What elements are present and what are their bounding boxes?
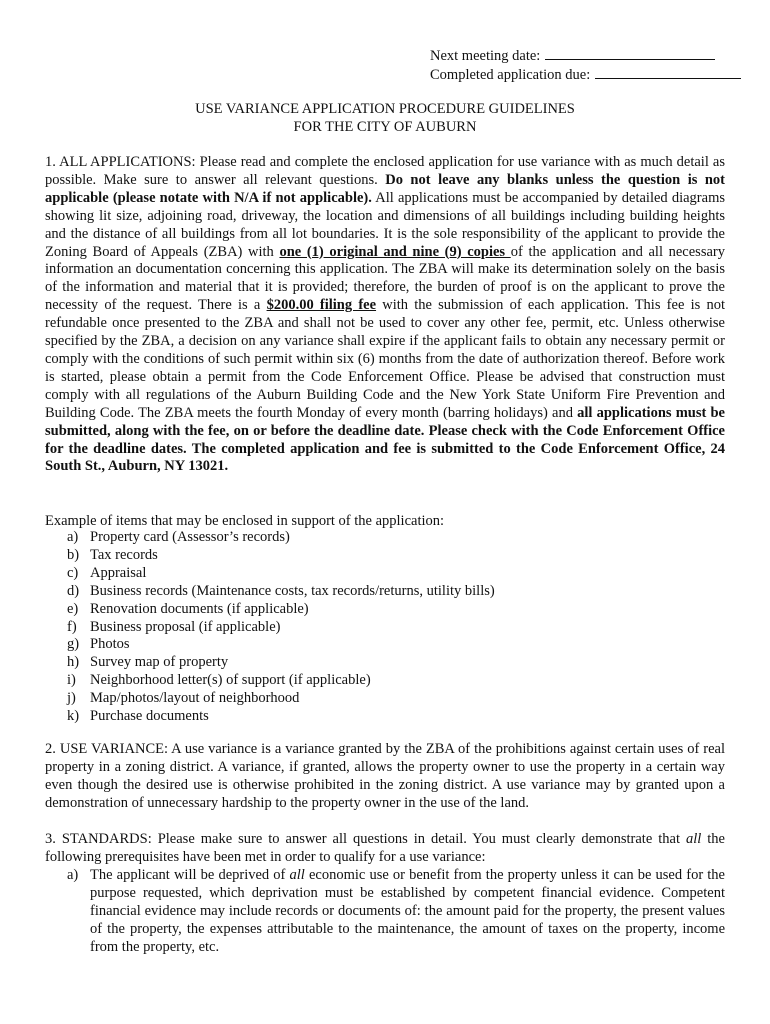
list-item xyxy=(45,583,725,601)
sub-a-emphasis: all xyxy=(289,867,305,883)
list-item xyxy=(45,672,725,690)
sub-a-text-1: The applicant will be deprived of xyxy=(90,867,290,883)
list-text: Neighborhood letter(s) of support (if applicable) xyxy=(90,672,371,689)
s1-text-4: with the submission of each application. This fee is not refundable once presented to the ZBA and shall not be used to cover any other fee, permit, etc. Unless otherwise specified by the ZBA, a decision on any variance shall expire if the applicant fails to obtain any necessary permit or comply with the conditions of such permit within six (6) months from the date of authorization thereof. Before work is started, please obtain a permit from the Code Enforcement Office. Please be advised that construction must comply with all regulations of the Auburn Building Code and the New York State Uniform Fire Prevention and Building Code. The ZBA meets the fourth Monday of every month (barring holidays) and xyxy=(45,297,726,421)
list-item xyxy=(45,636,725,654)
page-title xyxy=(0,100,770,136)
s3-emphasis: all xyxy=(685,831,702,847)
section-all-applications xyxy=(45,154,725,476)
list-letter: j) xyxy=(67,690,76,707)
list-item xyxy=(45,547,725,565)
completed-due-label: Completed application due: xyxy=(430,67,591,83)
list-letter: d) xyxy=(67,582,80,599)
title-line-2: FOR THE CITY OF AUBURN xyxy=(293,119,477,135)
list-item xyxy=(45,654,725,672)
list-text: Map/photos/layout of neighborhood xyxy=(90,690,300,707)
s1-text-2: All applications must be accompanied by detailed diagrams showing lit size, adjoining road, driveway, the location and dimensions of all buildings including building heights and the distance of all buildings from all lot boundaries. It is the sole responsibility of the applicant to provide the Zoning Board of Appeals (ZBA) with xyxy=(45,189,725,260)
s1-blanks-warning: Do not leave any blanks unless the question is not applicable (please notate with N/A if not applicable). xyxy=(45,171,726,206)
list-letter: a) xyxy=(67,529,79,545)
list-text: Appraisal xyxy=(90,564,147,581)
list-letter: i) xyxy=(67,672,76,689)
s1-deadline-notice: all applications must be submitted, along with the fee, on or before the deadline date. Please check with the Code Enforcement Office for the deadline dates. The completed application and fee is submitted to the Code Enforcement Office, 24 South St., Auburn, NY 13021. xyxy=(45,404,725,475)
next-meeting-label: Next meeting date: xyxy=(430,48,541,64)
list-text: Photos xyxy=(90,636,130,653)
s1-text: 1. ALL APPLICATIONS: Please read and complete the enclosed application for use variance with as much detail as possible. Make sure to answer all relevant questions. xyxy=(45,154,725,188)
next-meeting-date-field[interactable] xyxy=(545,46,715,60)
list-text: Survey map of property xyxy=(90,654,229,671)
list-text: Business records (Maintenance costs, tax records/returns, utility bills) xyxy=(90,582,495,599)
completed-due-field[interactable] xyxy=(595,65,741,79)
sub-a-text-2: economic use or benefit from the property unless it can be used for the purpose requested, which deprivation must be established by competent financial evidence. Competent financial evidence may include records or documents of: the amount paid for the property, the present values of the property, the expenses attributable to the maintenance, the amount of taxes on the property, income from the property, etc. xyxy=(90,867,725,955)
section-use-variance: 2. USE VARIANCE: A use variance is a variance granted by the ZBA of the prohibitions against certain uses of real property in a zoning district. A variance, if granted, allows the property owner to use the property in a certain way even though the desired use is otherwise prohibited in the zoning district. A use variance may by granted upon a demonstration of unnecessary hardship to the property owner in the use of the land. xyxy=(45,741,725,811)
s3-text-2: the following prerequisites have been met in order to qualify for a use variance: xyxy=(45,831,725,865)
list-item xyxy=(45,708,725,726)
list-item xyxy=(45,529,725,547)
completed-due-row xyxy=(430,65,741,84)
list-text: Renovation documents (if applicable) xyxy=(90,600,309,617)
next-meeting-row xyxy=(430,46,741,65)
s1-filing-fee: $200.00 filing fee xyxy=(266,297,377,314)
list-text: Property card (Assessor’s records) xyxy=(90,529,290,545)
list-item xyxy=(45,601,725,619)
s3-text: 3. STANDARDS: Please make sure to answer all questions in detail. You must clearly demonstrate that xyxy=(45,831,686,847)
list-letter: e) xyxy=(67,600,79,617)
list-text: Business proposal (if applicable) xyxy=(90,618,281,635)
meeting-info xyxy=(430,46,741,84)
list-letter: h) xyxy=(67,654,80,671)
list-item xyxy=(45,690,725,708)
list-item xyxy=(45,565,725,583)
list-item xyxy=(45,619,725,637)
list-letter: b) xyxy=(67,546,80,563)
section-standards xyxy=(45,831,725,867)
list-letter: f) xyxy=(67,618,77,635)
list-text: Purchase documents xyxy=(90,708,209,725)
s1-text-3: of the application and all necessary information an documentation concerning this application. The ZBA will make its determination solely on the basis of the information and material that it is provided; therefore, the burden of proof is on the applicant to prove the necessity of the request. There is a xyxy=(45,243,725,314)
sub-a-text xyxy=(90,867,725,957)
sub-a-letter: a) xyxy=(67,867,79,883)
standards-item-a xyxy=(45,867,725,957)
examples-list xyxy=(45,529,725,726)
title-line-1: USE VARIANCE APPLICATION PROCEDURE GUIDELINES xyxy=(195,101,575,117)
list-text: Tax records xyxy=(90,546,158,563)
s1-copies-requirement: one (1) original and nine (9) copies xyxy=(279,243,511,260)
list-letter: k) xyxy=(67,708,80,725)
list-letter: g) xyxy=(67,636,80,653)
examples-intro: Example of items that may be enclosed in support of the application: xyxy=(45,513,445,529)
list-letter: c) xyxy=(67,564,79,581)
